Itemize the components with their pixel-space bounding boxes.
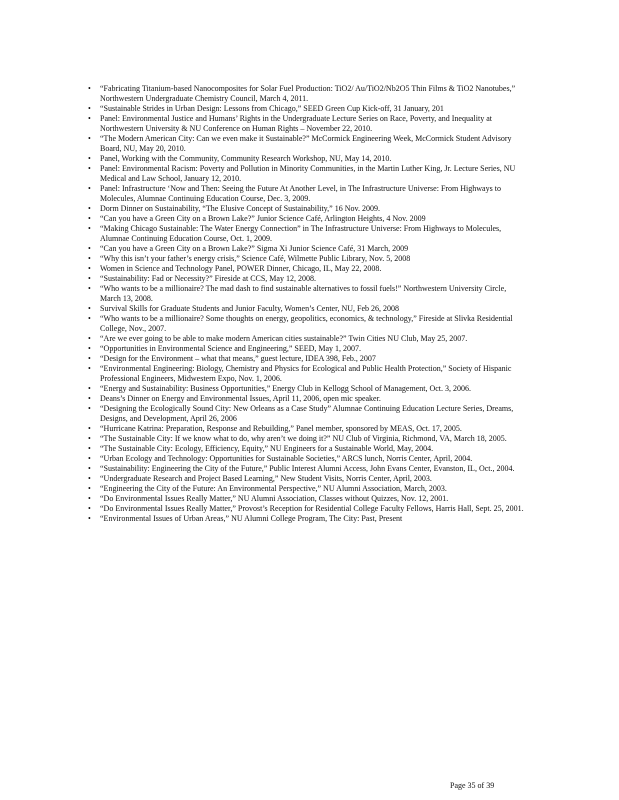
list-item-text: “Environmental Engineering: Biology, Chemistry and Physics for Ecological and Public Health Protection,” Society of Hispanic Professional Engineers, Midwestern Expo, Nov. 1, 2006.	[100, 364, 512, 383]
list-item	[88, 214, 528, 224]
list-item-text: “The Modern American City: Can we even make it Sustainable?” McCormick Engineering Week, McCormick Student Advisory Board, NU, May 20, 2010.	[100, 134, 512, 153]
list-item-text: “Opportunities in Environmental Science and Engineering,” SEED, May 1, 2007.	[100, 344, 362, 353]
bullet-icon: •	[88, 204, 91, 213]
list-item	[88, 164, 528, 184]
bullet-icon: •	[88, 364, 91, 373]
bullet-icon: •	[88, 114, 91, 123]
list-item	[88, 464, 528, 474]
bullet-icon: •	[88, 104, 91, 113]
bullet-icon: •	[88, 284, 91, 293]
talks-list	[88, 84, 528, 524]
list-item	[88, 494, 528, 504]
bullet-icon: •	[88, 214, 91, 223]
list-item	[88, 444, 528, 454]
list-item-text: “Undergraduate Research and Project Based Learning,” New Student Visits, Norris Center, April, 2003.	[100, 474, 432, 483]
bullet-icon: •	[88, 394, 91, 403]
list-item	[88, 184, 528, 204]
list-item	[88, 474, 528, 484]
list-item-text: “Making Chicago Sustainable: The Water Energy Connection” in The Infrastructure Universe: From Highways to Molecules, Alumnae Continuing Education Course, Oct. 1, 2009.	[100, 224, 502, 243]
list-item-text: Survival Skills for Graduate Students and Junior Faculty, Women’s Center, NU, Feb 26, 2008	[100, 304, 400, 313]
list-item	[88, 514, 528, 524]
list-item-text: “The Sustainable City: If we know what to do, why aren’t we doing it?” NU Club of Virginia, Richmond, VA, March 18, 2005.	[100, 434, 507, 443]
list-item	[88, 114, 528, 134]
list-item-text: “The Sustainable City: Ecology, Efficiency, Equity,” NU Engineers for a Sustainable World, May, 2004.	[100, 444, 434, 453]
list-item-text: “Do Environmental Issues Really Matter,” Provost’s Reception for Residential College Faculty Fellows, Harris Hall, Sept. 25, 2001.	[100, 504, 524, 513]
list-item-text: “Are we ever going to be able to make modern American cities sustainable?” Twin Cities NU Club, May 25, 2007.	[100, 334, 468, 343]
bullet-icon: •	[88, 244, 91, 253]
bullet-icon: •	[88, 344, 91, 353]
list-item	[88, 204, 528, 214]
list-item	[88, 314, 528, 334]
list-item-text: Dorm Dinner on Sustainability, “The Elusive Concept of Sustainability,” 16 Nov. 2009.	[100, 204, 380, 213]
bullet-icon: •	[88, 224, 91, 233]
list-item	[88, 504, 528, 514]
list-item-text: “Sustainability: Fad or Necessity?” Fireside at CCS, May 12, 2008.	[100, 274, 316, 283]
bullet-icon: •	[88, 434, 91, 443]
list-item	[88, 264, 528, 274]
list-item-text: “Who wants to be a millionaire? Some thoughts on energy, geopolitics, economics, & technology,” Fireside at Slivka Residential College, Nov., 2007.	[100, 314, 513, 333]
list-item	[88, 334, 528, 344]
list-item	[88, 224, 528, 244]
bullet-icon: •	[88, 484, 91, 493]
bullet-icon: •	[88, 254, 91, 263]
list-item	[88, 304, 528, 314]
list-item-text: “Can you have a Green City on a Brown Lake?” Sigma Xi Junior Science Café, 31 March, 2009	[100, 244, 409, 253]
list-item	[88, 394, 528, 404]
list-item-text: “Do Environmental Issues Really Matter,” NU Alumni Association, Classes without Quizzes, Nov. 12, 2001.	[100, 494, 449, 503]
bullet-icon: •	[88, 404, 91, 413]
list-item	[88, 104, 528, 114]
list-item	[88, 254, 528, 264]
list-item	[88, 364, 528, 384]
list-item	[88, 274, 528, 284]
list-item-text: “Can you have a Green City on a Brown Lake?” Junior Science Café, Arlington Heights, 4 Nov. 2009	[100, 214, 426, 223]
list-item-text: Deans’s Dinner on Energy and Environmental Issues, April 11, 2006, open mic speaker.	[100, 394, 381, 403]
list-item	[88, 344, 528, 354]
list-item	[88, 434, 528, 444]
list-item	[88, 154, 528, 164]
list-item	[88, 284, 528, 304]
list-item	[88, 244, 528, 254]
bullet-icon: •	[88, 514, 91, 523]
bullet-icon: •	[88, 474, 91, 483]
list-item-text: Panel: Environmental Racism: Poverty and Pollution in Minority Communities, in the Martin Luther King, Jr. Lecture Series, NU Medical and Law School, January 12, 2010.	[100, 164, 516, 183]
bullet-icon: •	[88, 464, 91, 473]
list-item-text: “Who wants to be a millionaire? The mad dash to find sustainable alternatives to fossil fuels!” Northwestern University Circle, March 13, 2008.	[100, 284, 507, 303]
list-item-text: Panel: Environmental Justice and Humans’ Rights in the Undergraduate Lecture Series on Race, Poverty, and Inequality at Northwestern University & NU Conference on Human Rights – November 22, 2010.	[100, 114, 492, 133]
bullet-icon: •	[88, 334, 91, 343]
list-item	[88, 404, 528, 424]
list-item-text: “Why this isn’t your father’s energy crisis,” Science Café, Wilmette Public Library, Nov. 5, 2008	[100, 254, 411, 263]
list-item	[88, 484, 528, 494]
list-item	[88, 454, 528, 464]
bullet-icon: •	[88, 264, 91, 273]
bullet-icon: •	[88, 454, 91, 463]
list-item-text: “Sustainable Strides in Urban Design: Lessons from Chicago,” SEED Green Cup Kick-off, 31 January, 201	[100, 104, 444, 113]
bullet-icon: •	[88, 314, 91, 323]
page-number: Page 35 of 39	[450, 781, 495, 790]
list-item-text: “Environmental Issues of Urban Areas,” NU Alumni College Program, The City: Past, Present	[100, 514, 403, 523]
list-item-text: Panel, Working with the Community, Community Research Workshop, NU, May 14, 2010.	[100, 154, 392, 163]
list-item	[88, 134, 528, 154]
list-item-text: “Engineering the City of the Future: An Environmental Perspective,” NU Alumni Association, March, 2003.	[100, 484, 447, 493]
list-item	[88, 424, 528, 434]
bullet-icon: •	[88, 354, 91, 363]
bullet-icon: •	[88, 84, 91, 93]
list-item-text: “Design for the Environment – what that means,” guest lecture, IDEA 398, Feb., 2007	[100, 354, 376, 363]
list-item-text: “Hurricane Katrina: Preparation, Response and Rebuilding,” Panel member, sponsored by MEAS, Oct. 17, 2005.	[100, 424, 462, 433]
bullet-icon: •	[88, 494, 91, 503]
bullet-icon: •	[88, 184, 91, 193]
bullet-icon: •	[88, 134, 91, 143]
list-item-text: “Designing the Ecologically Sound City: New Orleans as a Case Study” Alumnae Continuing Education Lecture Series, Dreams, Designs, and Development, April 26, 2006	[100, 404, 514, 423]
list-item-text: “Sustainability: Engineering the City of the Future,” Public Interest Alumni Access, John Evans Center, Evanston, IL, Oct., 2004.	[100, 464, 515, 473]
bullet-icon: •	[88, 384, 91, 393]
bullet-icon: •	[88, 444, 91, 453]
bullet-icon: •	[88, 504, 91, 513]
bullet-icon: •	[88, 154, 91, 163]
bullet-icon: •	[88, 424, 91, 433]
list-item-text: “Fabricating Titanium-based Nanocomposites for Solar Fuel Production: TiO2/ Au/TiO2/Nb2O5 Thin Films & TiO2 Nanotubes,” Northwestern Undergraduate Chemistry Council, March 4, 2011.	[100, 84, 516, 103]
bullet-icon: •	[88, 274, 91, 283]
list-item	[88, 84, 528, 104]
list-item	[88, 354, 528, 364]
list-item-text: “Energy and Sustainability: Business Opportunities,” Energy Club in Kellogg School of Management, Oct. 3, 2006.	[100, 384, 471, 393]
list-item-text: Women in Science and Technology Panel, POWER Dinner, Chicago, IL, May 22, 2008.	[100, 264, 382, 273]
bullet-icon: •	[88, 304, 91, 313]
list-item-text: “Urban Ecology and Technology: Opportunities for Sustainable Societies,” ARCS lunch, Norris Center, April, 2004.	[100, 454, 473, 463]
bullet-icon: •	[88, 164, 91, 173]
list-item-text: Panel: Infrastructure ‘Now and Then: Seeing the Future At Another Level, in The Infrastructure Universe: From Highways to Molecules, Alumnae Continuing Education Course, Dec. 3, 2009.	[100, 184, 501, 203]
list-item	[88, 384, 528, 394]
